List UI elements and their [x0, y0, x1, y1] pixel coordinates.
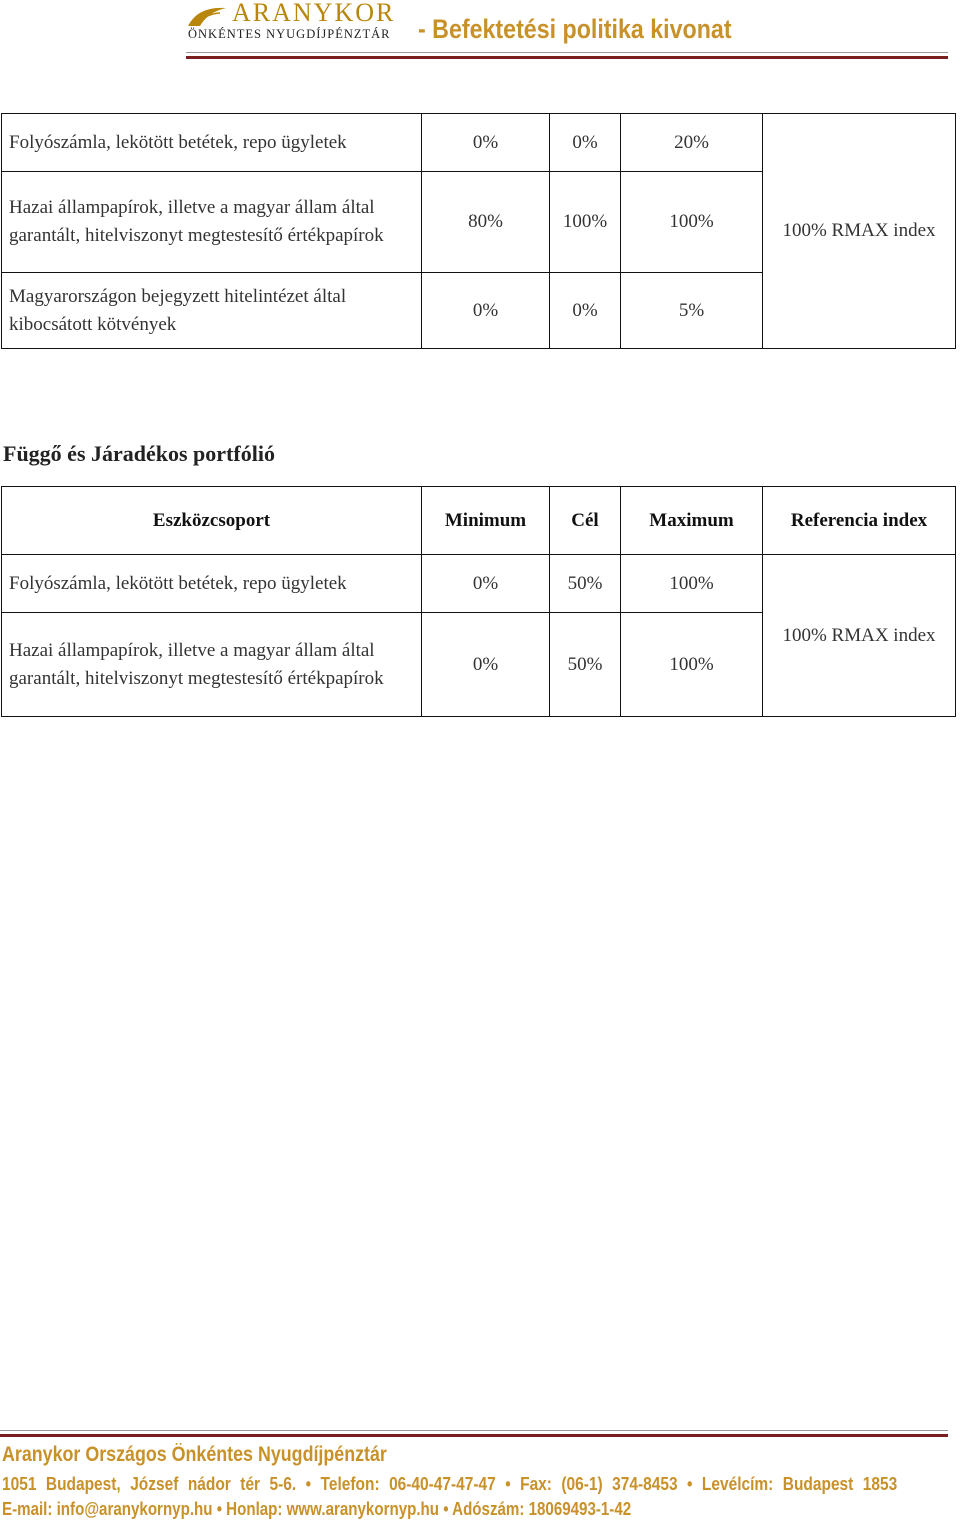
- allocation-table-2: [1, 486, 956, 717]
- logo-subtitle: ÖNKÉNTES NYUGDÍJPÉNZTÁR: [188, 27, 391, 41]
- minimum-cell: 0%: [422, 114, 550, 172]
- minimum-cell: 0%: [422, 613, 550, 717]
- target-cell: 0%: [550, 273, 621, 349]
- asset-class-cell: Hazai állampapírok, illetve a magyar állam által garantált, hitelviszonyt megtestesítő értékpapírok: [2, 172, 422, 273]
- minimum-cell: 0%: [422, 555, 550, 613]
- header-divider-thick: [186, 56, 948, 59]
- maximum-cell: 100%: [621, 555, 763, 613]
- aranykor-logo-icon: [186, 4, 228, 28]
- asset-class-cell: Magyarországon bejegyzett hitelintézet által kibocsátott kötvények: [2, 273, 422, 349]
- maximum-cell: 100%: [621, 172, 763, 273]
- footer-organization: Aranykor Országos Önkéntes Nyugdíjpénztár: [2, 1443, 387, 1466]
- maximum-cell: 20%: [621, 114, 763, 172]
- footer-address: 1051 Budapest, József nádor tér 5-6. • Telefon: 06-40-47-47-47 • Fax: (06-1) 374-8453 • Levélcím: Budapest 1853: [2, 1474, 898, 1494]
- maximum-cell: 5%: [621, 273, 763, 349]
- table-header-row: [2, 487, 956, 555]
- asset-class-cell: Folyószámla, lekötött betétek, repo ügyletek: [2, 114, 422, 172]
- footer-divider: [0, 1430, 948, 1431]
- table-row: [2, 555, 956, 613]
- allocation-table-1: [1, 113, 956, 349]
- minimum-cell: 0%: [422, 273, 550, 349]
- document-title: - Befektetési politika kivonat: [418, 14, 732, 44]
- header-divider: [186, 52, 948, 53]
- target-cell: 0%: [550, 114, 621, 172]
- target-cell: 100%: [550, 172, 621, 273]
- asset-class-cell: Hazai állampapírok, illetve a magyar állam által garantált, hitelviszonyt megtestesítő értékpapírok: [2, 613, 422, 717]
- asset-class-cell: Folyószámla, lekötött betétek, repo ügyletek: [2, 555, 422, 613]
- target-cell: 50%: [550, 555, 621, 613]
- table-row: [2, 114, 956, 172]
- column-header-asset: Eszközcsoport: [2, 487, 422, 555]
- reference-index-cell: 100% RMAX index: [763, 555, 956, 717]
- footer-contact: E-mail: info@aranykornyp.hu • Honlap: www.aranykornyp.hu • Adószám: 18069493-1-42: [2, 1499, 632, 1519]
- maximum-cell: 100%: [621, 613, 763, 717]
- page-header: [0, 0, 960, 62]
- minimum-cell: 80%: [422, 172, 550, 273]
- target-cell: 50%: [550, 613, 621, 717]
- section-title: Függő és Járadékos portfólió: [3, 441, 275, 466]
- reference-index-cell: 100% RMAX index: [763, 114, 956, 349]
- footer-divider-thick: [0, 1434, 948, 1437]
- column-header-maximum: Maximum: [621, 487, 763, 555]
- column-header-minimum: Minimum: [422, 487, 550, 555]
- column-header-reference: Referencia index: [763, 487, 956, 555]
- logo-name: ARANYKOR: [232, 0, 396, 27]
- column-header-target: Cél: [550, 487, 621, 555]
